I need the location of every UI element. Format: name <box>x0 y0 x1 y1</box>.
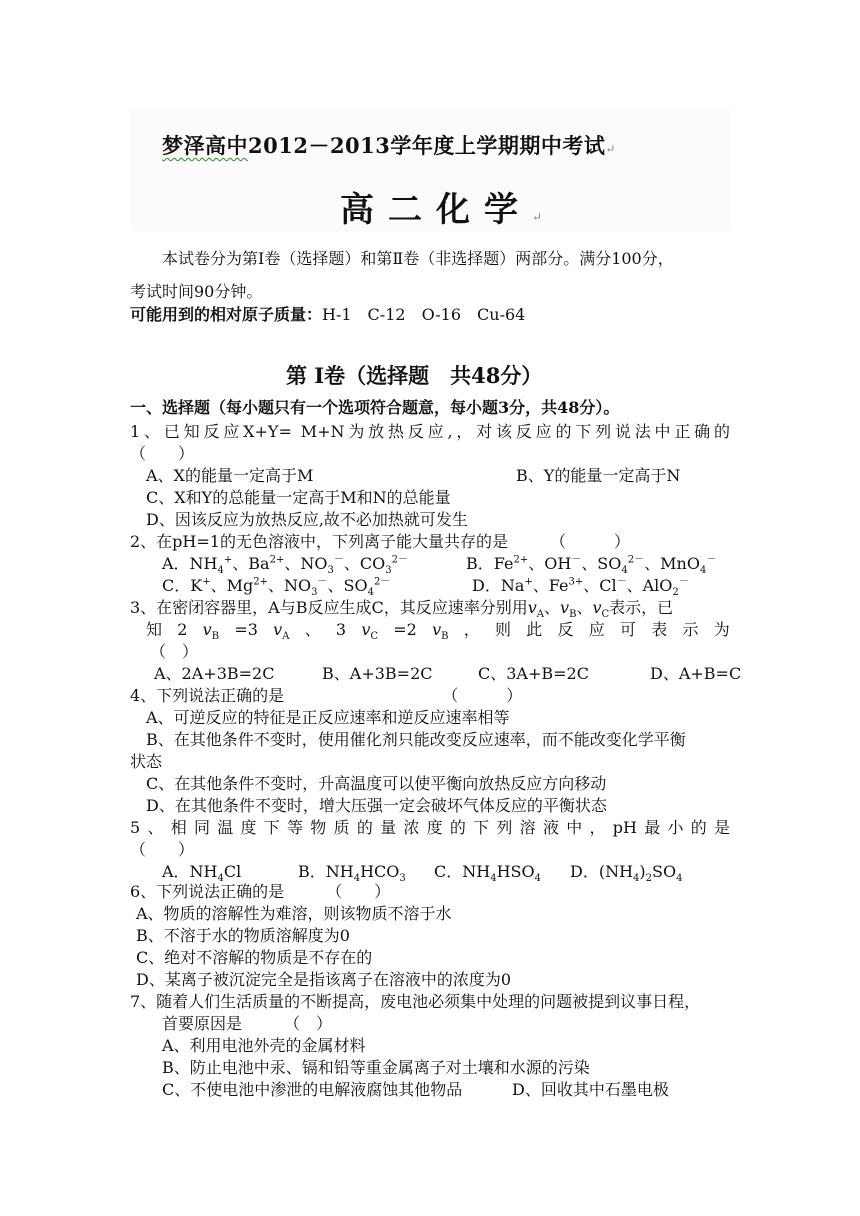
q7-paren: （ ） <box>284 1014 333 1033</box>
subject-title <box>340 182 542 231</box>
q5-option-c: C．$NH_4HSO_4$ <box>434 862 541 885</box>
q2-stem-text: 2、在pH=1的无色溶液中，下列离子能大量共存的是 <box>130 532 508 551</box>
q4-option-a: A、可逆反应的特征是正反应速率和逆反应速率相等 <box>146 708 510 727</box>
q6-paren: （ ） <box>326 882 391 901</box>
atomic-mass-values: H-1 C-12 O-16 Cu-64 <box>322 305 526 324</box>
q2-option-a: A．$NH_4^+$、$Ba^{2+}$、$NO_3^-$、$CO_3^{2-}$ <box>162 554 408 577</box>
q7-stem-2 <box>162 1013 332 1035</box>
q4-option-d: D、在其他条件不变时，增大压强一定会破坏气体反应的平衡状态 <box>146 796 607 815</box>
q3-option-d: D、A+B=C <box>650 664 742 683</box>
q3-stem-text-a: 3、在密闭容器里，A与B反应生成C，其反应速率分别用 <box>130 598 528 617</box>
q6-option-d: D、某离子被沉淀完全是指该离子在溶液中的浓度为0 <box>136 970 512 989</box>
q4-paren: （ ） <box>442 686 523 705</box>
q1-option-a: A、X的能量一定高于M <box>146 466 314 485</box>
section-title: 第 Ⅰ卷（选择题 共48分） <box>286 363 543 388</box>
q7-option-c: C、不使电池中渗泄的电解液腐蚀其他物品 <box>162 1080 463 1099</box>
intro-line-1: 本试卷分为第Ⅰ卷（选择题）和第Ⅱ卷（非选择题）两部分。满分100分， <box>162 249 674 268</box>
q5-option-a: A．$NH_4Cl$ <box>162 862 242 885</box>
q1-paren: （ ） <box>130 444 195 463</box>
q3-paren: （ ） <box>150 642 199 661</box>
q2-option-c: C．K+、$Mg^{2+}$、$NO_3^-$、$SO_4^{2-}$ <box>162 576 391 599</box>
q7-option-a: A、利用电池外壳的金属材料 <box>162 1036 366 1055</box>
q3-stem-text-b: 表示，已 <box>609 598 674 617</box>
q3-stem: 3、在密闭容器里，A与B反应生成C，其反应速率分别用$v_A$、$v_B$、$v_C$表示，已 <box>130 598 674 621</box>
intro-line-2: 考试时间90分钟。 <box>130 282 263 301</box>
q7-stem-1: 7、随着人们生活质量的不断提高，废电池必须集中处理的问题被提到议事日程， <box>130 992 701 1011</box>
q5-stem: 5、相同温度下等物质的量浓度的下列溶液中，pH最小的是 <box>130 818 730 837</box>
q5-option-b: B．$NH_4HCO_3$ <box>298 862 406 885</box>
q3-option-c: C、3A+B=2C <box>478 664 589 683</box>
q3-option-b: B、A+3B=2C <box>322 664 433 683</box>
q4-option-b-1: B、在其他条件不变时，使用催化剂只能改变反应速率，而不能改变化学平衡 <box>146 730 686 749</box>
subject-text: 高二化学 <box>340 190 532 230</box>
q6-option-b: B、不溶于水的物质溶解度为0 <box>136 926 350 945</box>
q1-option-b: B、Y的能量一定高于N <box>516 466 681 485</box>
q4-option-b-2: 状态 <box>130 752 163 771</box>
q4-stem-text: 4、下列说法正确的是 <box>130 686 285 705</box>
q1-option-d: D、因该反应为放热反应,故不必加热就可发生 <box>146 510 468 529</box>
atomic-mass-label: 可能用到的相对原子质量： <box>130 305 323 324</box>
school-name: 梦泽高中 <box>162 133 248 158</box>
paragraph-mark-icon: ↵ <box>532 210 543 224</box>
q3-condition: 知 2 $v_B$ =3 $v_A$ 、 3 $v_C$ =2 $v_B$ ， 则 此 反 应 可 表 示 为 <box>146 620 730 643</box>
exam-title <box>162 130 615 160</box>
q5-option-d: D．$(NH_4)_2SO_4$ <box>570 862 683 885</box>
q2-paren: （ ） <box>549 532 630 551</box>
q2-option-d: D．Na+、$Fe^{3+}$、Cl－、AlO$_2$－ <box>472 576 689 599</box>
q6-stem-text: 6、下列说法正确的是 <box>130 882 285 901</box>
q7-option-b: B、防止电池中汞、镉和铅等重金属离子对土壤和水源的污染 <box>162 1058 590 1077</box>
q5-paren: （ ） <box>130 840 195 859</box>
exam-title-rest: 2012－2013学年度上学期期中考试 <box>248 133 606 158</box>
q7-option-d: D、回收其中石墨电极 <box>512 1080 669 1099</box>
section-instruction: 一、选择题（每小题只有一个选项符合题意，每小题3分，共48分）。 <box>130 398 620 417</box>
q4-option-c: C、在其他条件不变时，升高温度可以使平衡向放热反应方向移动 <box>146 774 607 793</box>
q4-stem <box>130 685 522 707</box>
q7-stem-text: 首要原因是 <box>162 1014 243 1033</box>
q2-option-b: B．$Fe^{2+}$、OH－、$SO_4^{2-}$、MnO$_4$－ <box>466 554 717 577</box>
atomic-mass-line <box>130 304 525 326</box>
paragraph-mark-icon: ↵ <box>605 142 616 156</box>
q1-option-c: C、X和Y的总能量一定高于M和N的总能量 <box>146 488 451 507</box>
q6-stem <box>130 881 390 903</box>
q2-stem <box>130 531 630 553</box>
q3-option-a: A、2A+3B=2C <box>154 664 275 683</box>
q6-option-a: A、物质的溶解性为难溶，则该物质不溶于水 <box>136 904 452 923</box>
q6-option-c: C、绝对不溶解的物质是不存在的 <box>136 948 373 967</box>
q1-stem: 1、已知反应X+Y= M+N为放热反应,，对该反应的下列说法中正确的 <box>130 422 730 441</box>
